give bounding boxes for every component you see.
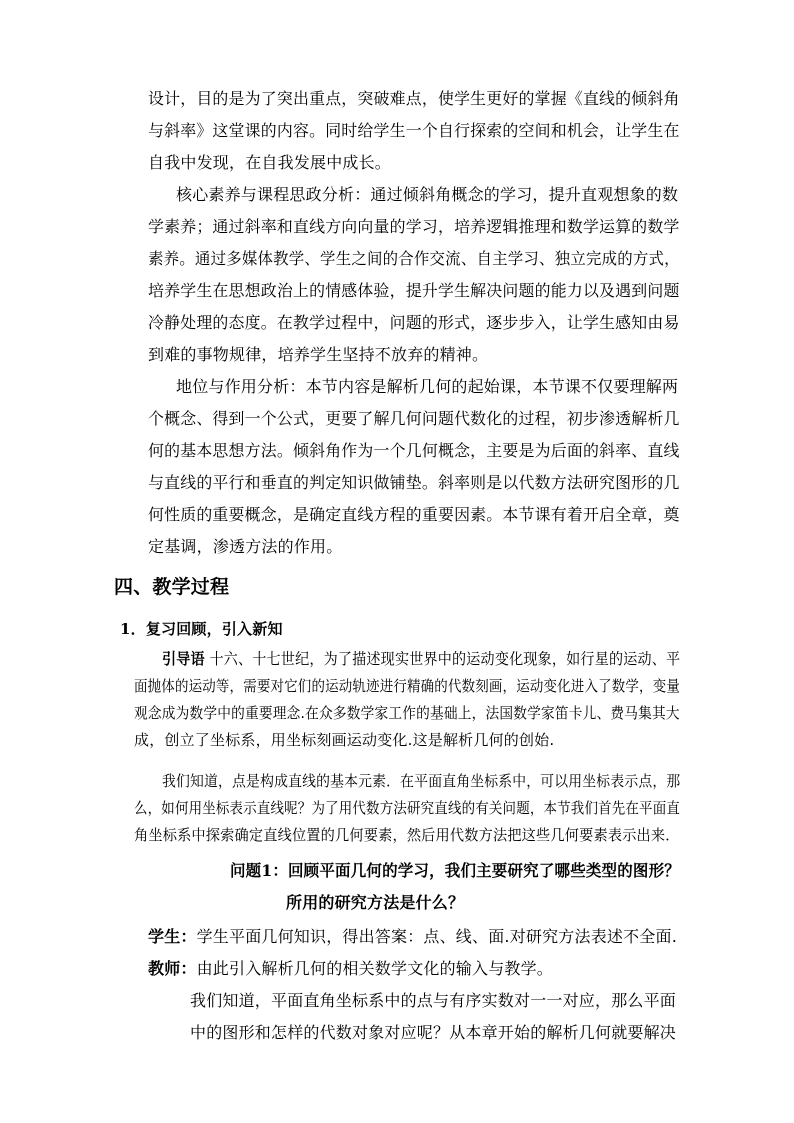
teacher-label: 教师： [148, 959, 197, 978]
paragraph-line: 培养学生在思想政治上的情感体验，提升学生解决问题的能力以及遇到问题 [148, 281, 680, 300]
paragraph-line: 何性质的重要概念，是确定直线方程的重要因素。本节课有着开启全章，奠 [148, 505, 680, 524]
paragraph-line: 素养。通过多媒体教学、学生之间的合作交流、自主学习、独立完成的方式， [148, 249, 680, 268]
teacher-line [148, 958, 553, 980]
question-line: 所用的研究方法是什么？ [286, 893, 465, 912]
paragraph-line: 我们知道，平面直角坐标系中的点与有序实数对一一对应，那么平面 [190, 991, 677, 1010]
paragraph-line: 与斜率》这堂课的内容。同时给学生一个自行探索的空间和机会，让学生在 [148, 121, 680, 140]
paragraph-line: 个概念、得到一个公式，更要了解几何问题代数化的过程，初步渗透解析几 [148, 409, 680, 428]
paragraph-line: 与直线的平行和垂直的判定知识做铺垫。斜率则是以代数方法研究图形的几 [148, 473, 680, 492]
paragraph-line: 自我中发现，在自我发展中成长。 [148, 153, 392, 172]
intro-line: 成，创立了坐标系，用坐标刻画运动变化.这是解析几何的创始. [134, 731, 555, 749]
intro-line: 观念成为数学中的重要理念.在众多数学家工作的基础上，法国数学家笛卡儿、费马集其大 [134, 704, 680, 722]
subsection-heading: 1．复习回顾，引入新知 [120, 620, 283, 638]
student-label: 学生： [148, 927, 197, 946]
question-line: 问题1：回顾平面几何的学习，我们主要研究了哪些类型的图形？ [230, 861, 680, 880]
teacher-text: 由此引入解析几何的相关数学文化的输入与教学。 [196, 959, 554, 978]
student-line [148, 926, 677, 948]
intro-label: 引导语 [162, 650, 205, 668]
intro-text: 十六、十七世纪，为了描述现实世界中的运动变化现象，如行星的运动、平 [204, 650, 681, 668]
paragraph-line: 何的基本思想方法。倾斜角作为一个几何概念，主要是为后面的斜率、直线 [148, 441, 680, 460]
student-text: 学生平面几何知识，得出答案：点、线、面.对研究方法表述不全面. [196, 927, 677, 946]
paragraph-line: 角坐标系中探索确定直线位置的几何要素，然后用代数方法把这些几何要素表示出来． [134, 826, 680, 844]
paragraph-line: 冷静处理的态度。在教学过程中，问题的形式，逐步步入，让学生感知由易 [148, 313, 680, 332]
paragraph-line: 到难的事物规律，培养学生坚持不放弃的精神。 [148, 345, 489, 364]
intro-line [162, 648, 680, 670]
paragraph-line: 我们知道，点是构成直线的基本元素．在平面直角坐标系中，可以用坐标表示点，那 [162, 772, 681, 790]
paragraph-line: 么，如何用坐标表示直线呢？为了用代数方法研究直线的有关问题，本节我们首先在平面直 [134, 799, 681, 817]
section-heading: 四、教学过程 [114, 576, 230, 598]
paragraph-line: 核心素养与课程思政分析：通过倾斜角概念的学习，提升直观想象的数 [176, 185, 679, 204]
intro-line: 面抛体的运动等，需要对它们的运动轨迹进行精确的代数刻画，运动变化进入了数学，变量 [134, 677, 681, 695]
paragraph-line: 学素养；通过斜率和直线方向向量的学习，培养逻辑推理和数学运算的数学 [148, 217, 680, 236]
paragraph-line: 设计，目的是为了突出重点，突破难点，使学生更好的掌握《直线的倾斜角 [148, 89, 680, 108]
paragraph-line: 定基调，渗透方法的作用。 [148, 537, 343, 556]
paragraph-line: 中的图形和怎样的代数对象对应呢？从本章开始的解析几何就要解决 [190, 1023, 677, 1042]
paragraph-line: 地位与作用分析：本节内容是解析几何的起始课，本节课不仅要理解两 [176, 377, 679, 396]
